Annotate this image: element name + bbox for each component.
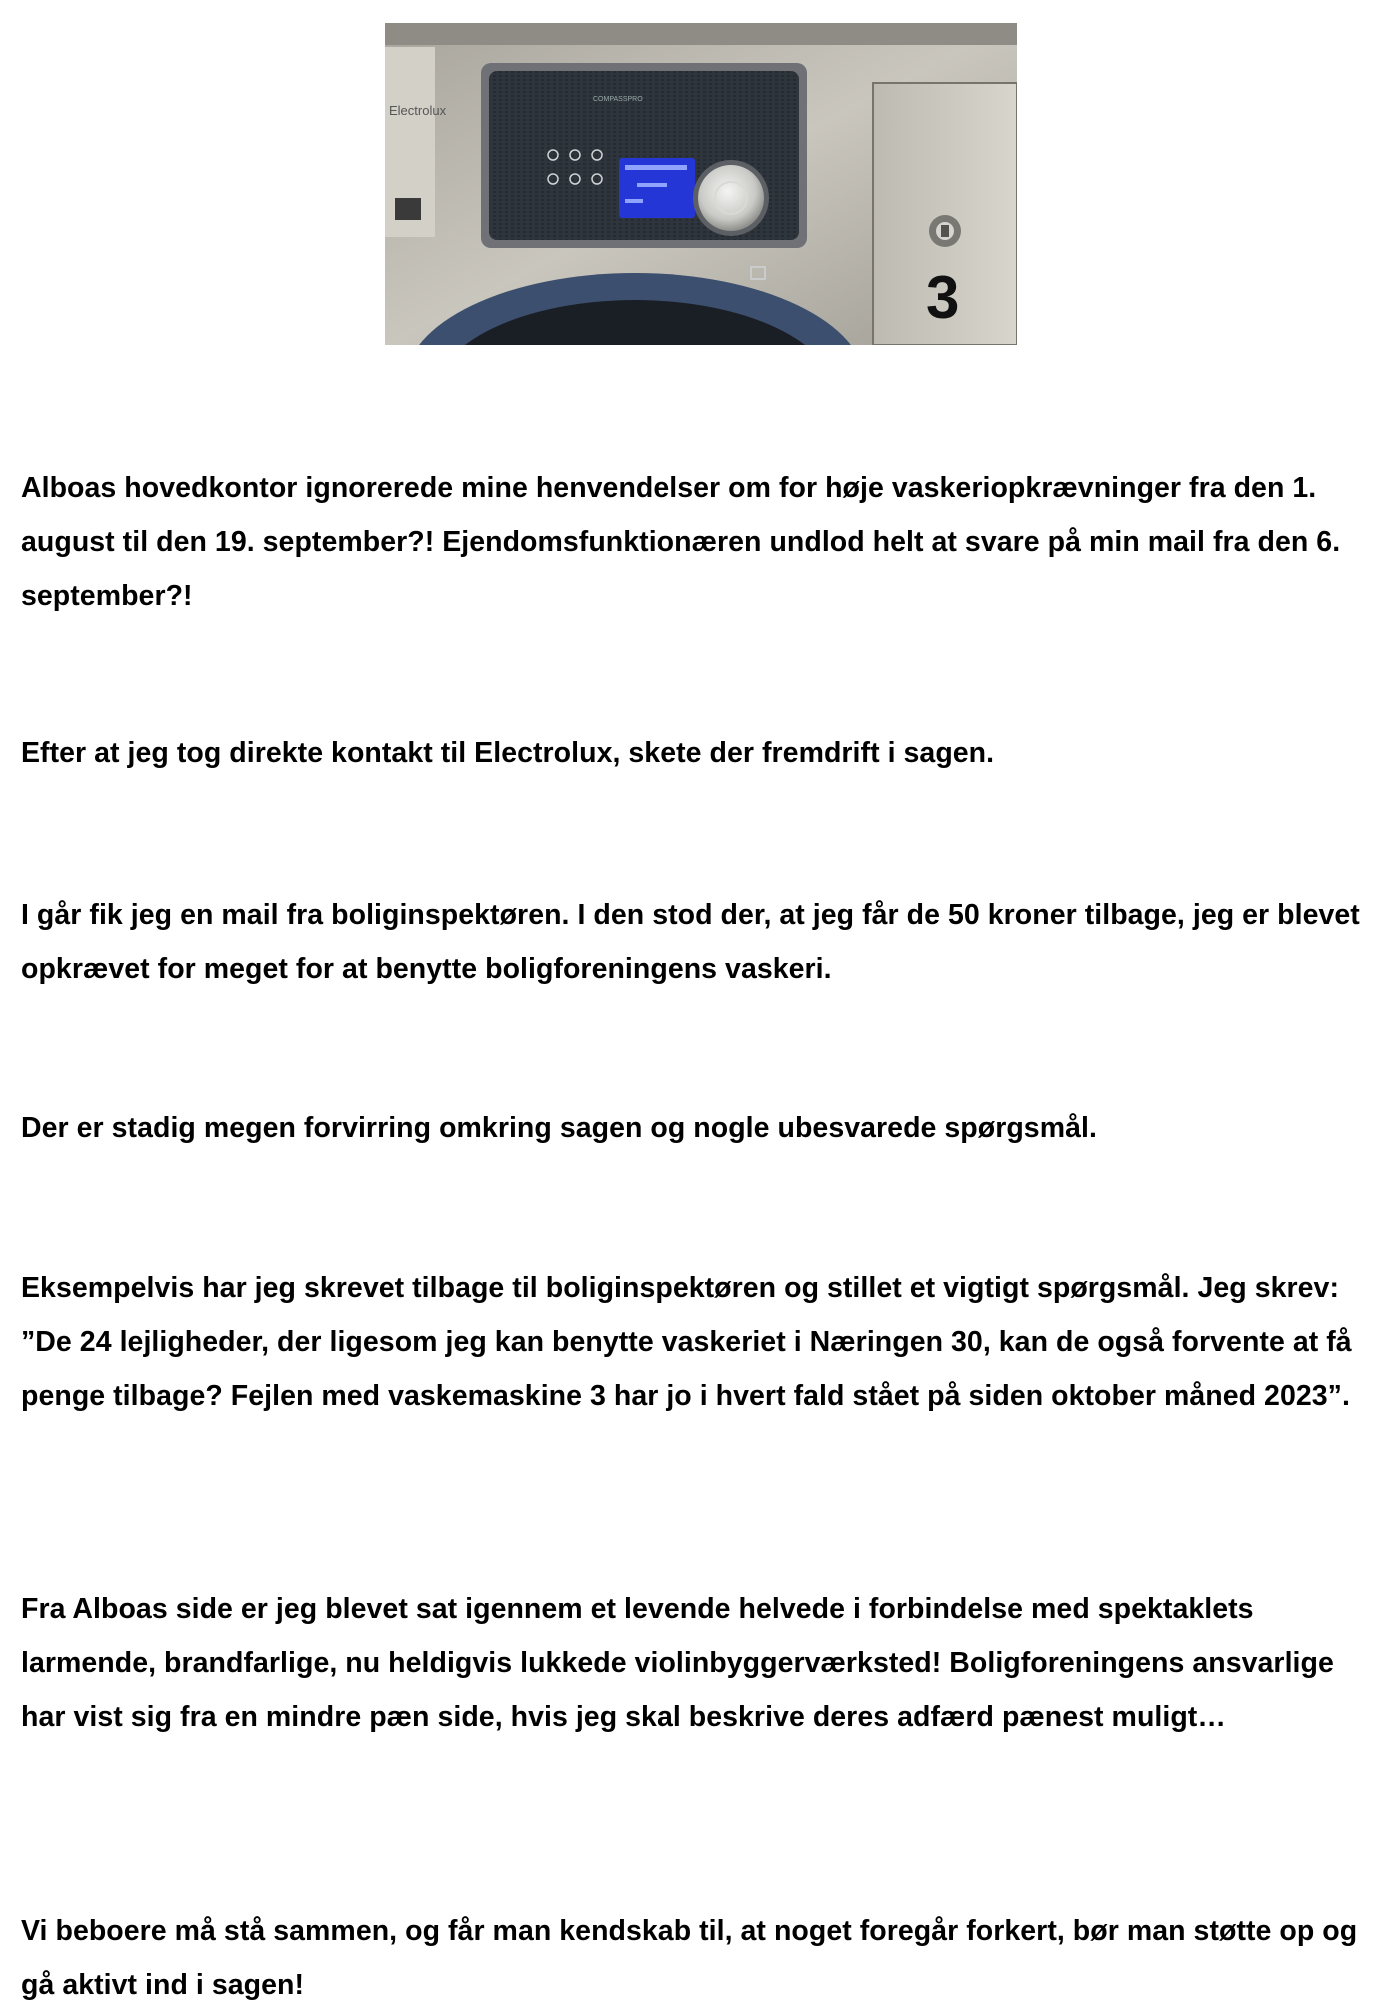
article-paragraph: Der er stadig megen forvirring omkring sagen og nogle ubesvarede spørgsmål. [21, 1112, 1097, 1144]
washing-machine-photo [385, 23, 1017, 345]
article-paragraph: I går fik jeg en mail fra boliginspektøren. I den stod der, at jeg får de 50 kroner tilbage, jeg er blevet opkrævet for meget for at benytte boligforeningens vaskeri. [21, 899, 1360, 985]
brand-text: Electrolux [389, 103, 447, 118]
article-paragraph: Efter at jeg tog direkte kontakt til Electrolux, skete der fremdrift i sagen. [21, 737, 995, 769]
panel-text: COMPASSPRO [593, 96, 643, 103]
article-paragraph: Eksempelvis har jeg skrevet tilbage til boliginspektøren og stillet et vigtigt spørgsmål. Jeg skrev: ”De 24 lejligheder, der ligesom jeg kan benytte vaskeriet i Næringen 30, kan de også forvente at få penge tilbage? Fejlen med vaskemaskine 3 har jo i hvert fald stået på siden oktober måned 2023”. [21, 1272, 1352, 1412]
article-paragraph: Alboas hovedkontor ignorerede mine henvendelser om for høje vaskeriopkrævninger fra den 1. august til den 19. september?! Ejendomsfunktionæren undlod helt at svare på min mail fra den 6. september?! [21, 472, 1341, 612]
article-paragraph: Vi beboere må stå sammen, og får man kendskab til, at noget foregår forkert, bør man støtte op og gå aktivt ind i sagen! [21, 1915, 1358, 2001]
machine-number: 3 [926, 264, 960, 331]
article-paragraph: Fra Alboas side er jeg blevet sat igennem et levende helvede i forbindelse med spektaklets larmende, brandfarlige, nu heldigvis lukkede violinbyggerværksted! Boligforeningens ansvarlige har vist sig fra en mindre pæn side, hvis jeg skal beskrive deres adfærd pænest muligt… [21, 1593, 1334, 1733]
